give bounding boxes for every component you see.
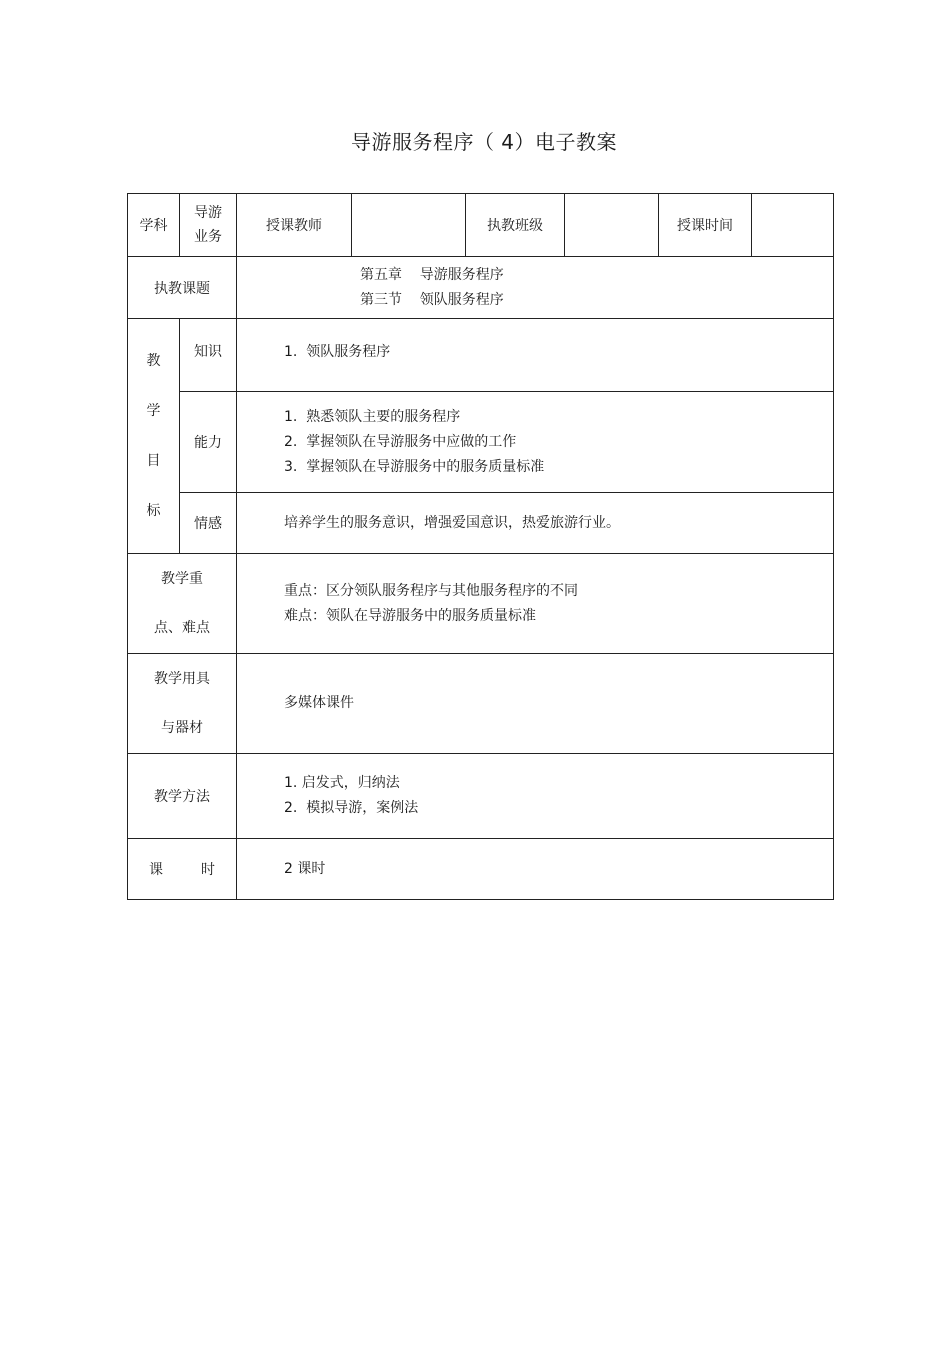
hours-label-char1: 课 [149,862,163,878]
hours-label-char2: 时 [201,862,215,878]
methods-row [128,754,834,839]
method-item-2: 2. 模拟导游，案例法 [284,800,419,816]
time-label: 授课时间 [659,194,752,257]
ability-item-2: 2. 掌握领队在导游服务中应做的工作 [284,433,517,450]
ability-content [237,392,834,493]
topic-line1: 第五章 导游服务程序 [360,266,504,283]
hours-value: 2 课时 [237,839,834,900]
objectives-char-3: 目 [146,453,161,469]
ability-item-1: 1. 熟悉领队主要的服务程序 [284,408,461,425]
methods-content [237,754,834,839]
method-item-1: 1. 启发式，归纳法 [284,775,400,791]
header-row [128,194,834,257]
class-label: 执教班级 [466,194,565,257]
hours-row [128,839,834,900]
class-value [565,194,659,257]
subject-value [180,194,237,257]
key-points-label-line2: 点、难点 [154,619,210,636]
topic-content [237,257,834,319]
methods-label: 教学方法 [128,754,237,839]
teacher-value [352,194,466,257]
emotion-label: 情感 [180,493,237,554]
key-points-content [237,554,834,654]
materials-label-line1: 教学用具 [154,670,210,687]
ability-item-3: 3. 掌握领队在导游服务中的服务质量标准 [284,458,545,475]
materials-label [128,654,237,754]
emotion-row [128,493,834,554]
objectives-char-2: 学 [146,403,161,419]
teacher-label: 授课教师 [237,194,352,257]
knowledge-label: 知识 [180,319,237,392]
materials-content: 多媒体课件 [237,654,834,754]
key-points-row [128,554,834,654]
page-title: 导游服务程序（ 4）电子教案 [350,130,618,154]
subject-label: 学科 [128,194,180,257]
knowledge-row [128,319,834,392]
knowledge-item: 1. 领队服务程序 [284,344,391,360]
lesson-plan-table [127,193,834,900]
subject-value-line1: 导游 [194,205,222,221]
time-value [752,194,834,257]
objectives-label [128,319,180,554]
objectives-char-1: 教 [146,353,161,369]
topic-line2: 第三节 领队服务程序 [360,291,504,308]
key-points-label-line1: 教学重 [161,570,203,587]
objectives-char-4: 标 [146,503,161,519]
materials-row [128,654,834,754]
key-point: 重点：区分领队服务程序与其他服务程序的不同 [284,582,578,599]
ability-row [128,392,834,493]
ability-label: 能力 [180,392,237,493]
difficult-point: 难点：领队在导游服务中的服务质量标准 [284,607,536,624]
hours-label [128,839,237,900]
key-points-label [128,554,237,654]
subject-value-line2: 业务 [194,229,222,245]
topic-label: 执教课题 [128,257,237,319]
knowledge-content [237,319,834,392]
materials-label-line2: 与器材 [161,719,203,736]
emotion-content: 培养学生的服务意识，增强爱国意识，热爱旅游行业。 [237,493,834,554]
topic-row [128,257,834,319]
